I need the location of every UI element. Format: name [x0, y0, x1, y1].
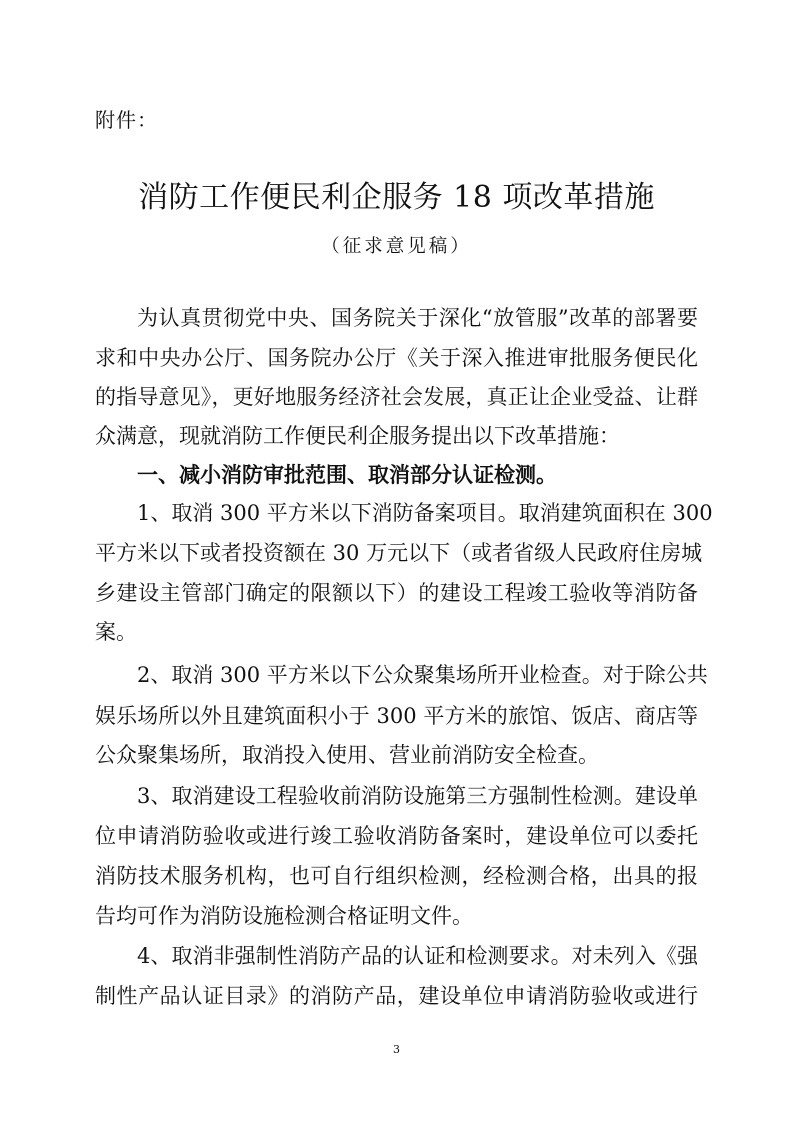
document-subtitle: （征求意见稿）: [321, 236, 472, 257]
item-3-line-1: 3、取消建设工程验收前消防设施第三方强制性检测。建设单: [137, 784, 698, 808]
item-3-line-3: 消防技术服务机构，也可自行组织检测，经检测合格，出具的报: [95, 864, 698, 888]
item-1-line-2: 平方米以下或者投资额在 30 万元以下（或者省级人民政府住房城: [95, 541, 703, 565]
item-1-line-1: 1、取消 300 平方米以下消防备案项目。取消建筑面积在 300: [137, 501, 713, 525]
intro-line-1: 为认真贯彻党中央、国务院关于深化“放管服”改革的部署要: [137, 306, 698, 330]
item-1-line-4: 案。: [95, 620, 137, 644]
section-heading-1: 一、减小消防审批范围、取消部分认证检测。: [137, 462, 557, 487]
attachment-label: 附件：: [95, 108, 158, 132]
item-4-line-2: 制性产品认证目录》的消防产品，建设单位申请消防验收或进行: [95, 984, 698, 1008]
item-2-line-1: 2、取消 300 平方米以下公众聚集场所开业检查。对于除公共: [137, 663, 708, 687]
intro-line-2: 求和中央办公厅、国务院办公厅《关于深入推进审批服务便民化: [95, 346, 698, 370]
item-2-line-2: 娱乐场所以外且建筑面积小于 300 平方米的旅馆、饭店、商店等: [95, 704, 698, 728]
document-title: 消防工作便民利企服务 18 项改革措施: [138, 180, 655, 215]
item-3-line-2: 位申请消防验收或进行竣工验收消防备案时，建设单位可以委托: [95, 824, 698, 848]
page-number: 3: [393, 1043, 400, 1056]
intro-line-4: 众满意，现就消防工作便民利企服务提出以下改革措施：: [95, 424, 620, 448]
item-1-line-3: 乡建设主管部门确定的限额以下）的建设工程竣工验收等消防备: [95, 581, 698, 605]
item-2-line-3: 公众聚集场所，取消投入使用、营业前消防安全检查。: [95, 743, 599, 767]
item-4-line-1: 4、取消非强制性消防产品的认证和检测要求。对未列入《强: [137, 944, 698, 968]
item-3-line-4: 告均可作为消防设施检测合格证明文件。: [95, 904, 473, 928]
intro-line-3: 的指导意见》，更好地服务经济社会发展，真正让企业受益、让群: [95, 385, 698, 409]
